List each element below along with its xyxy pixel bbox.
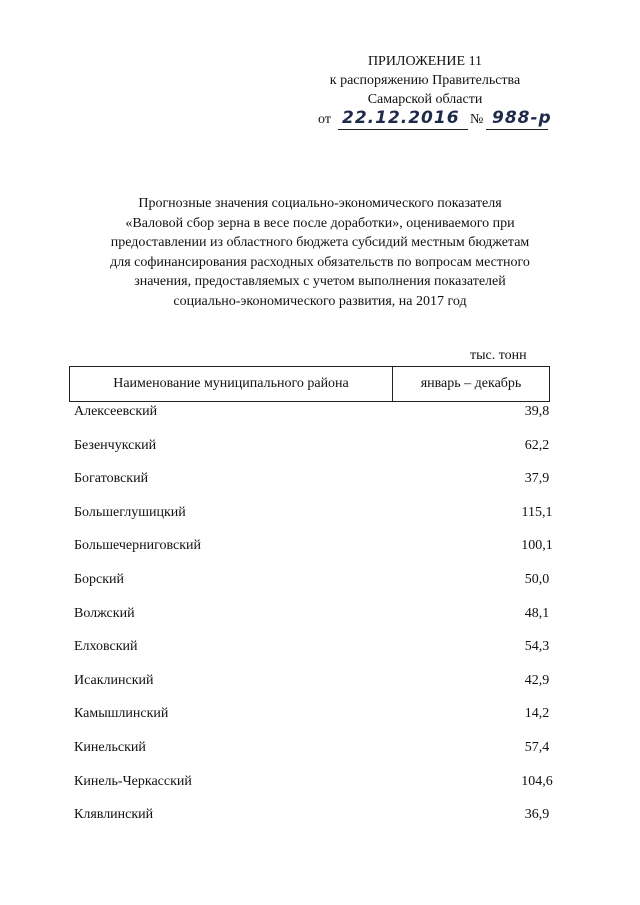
table-header [69, 366, 550, 402]
district-value: 115,1 [521, 504, 553, 520]
district-value: 36,9 [524, 807, 550, 823]
number-prefix: № [470, 112, 484, 127]
district-name: Кинельский [74, 739, 146, 755]
appendix-header [300, 52, 550, 109]
district-name: Елховский [74, 639, 138, 655]
district-value: 54,3 [524, 639, 550, 655]
title-line: для софинансирования расходных обязательств по вопросам местного [110, 254, 530, 270]
district-name: Клявлинский [74, 807, 154, 823]
district-value: 104,6 [521, 773, 553, 789]
district-value: 42,9 [524, 672, 550, 688]
column-header-district: Наименование муниципального района [70, 367, 393, 401]
district-name: Исаклинский [74, 672, 154, 688]
number-underline [486, 129, 548, 130]
title-line: социально-экономического развития, на 2017 год [173, 293, 467, 309]
table-row [74, 772, 553, 806]
district-value: 37,9 [524, 471, 550, 487]
district-value: 50,0 [524, 571, 550, 587]
district-value: 62,2 [524, 437, 550, 453]
district-name: Большеглушицкий [74, 504, 186, 520]
title-line: значения, предоставляемых с учетом выполнения показателей [134, 274, 506, 289]
table-body [74, 402, 553, 839]
district-name: Богатовский [74, 471, 149, 487]
document-title [80, 194, 560, 311]
decree-date-number [318, 108, 558, 136]
unit-label: тыс. тонн [470, 348, 527, 363]
column-header-period: январь – декабрь [420, 376, 522, 391]
table-row [74, 570, 550, 604]
date-prefix: от [318, 112, 331, 127]
appendix-title: ПРИЛОЖЕНИЕ 11 [367, 54, 483, 69]
title-line: Прогнозные значения социально-экономического показателя [138, 196, 502, 211]
district-value: 39,8 [524, 404, 550, 419]
district-name: Волжский [74, 605, 135, 621]
district-name: Безенчукский [74, 437, 157, 453]
district-value: 14,2 [524, 706, 550, 722]
district-value: 100,1 [521, 538, 553, 554]
district-value: 48,1 [524, 605, 550, 621]
table-row [74, 704, 550, 738]
table-row [74, 436, 550, 470]
district-name: Алексеевский [74, 404, 158, 419]
district-name: Большечерниговский [74, 538, 202, 554]
table-row [74, 536, 553, 570]
appendix-decree-line: к распоряжению Правительства [329, 73, 521, 88]
table-row [74, 402, 550, 436]
handwritten-date: 22.12.2016 [342, 108, 460, 128]
title-line: предоставлении из областного бюджета субсидий местным бюджетам [110, 235, 530, 250]
date-underline [338, 129, 468, 130]
table-row [74, 604, 550, 638]
district-name: Камышлинский [74, 706, 169, 722]
table-row [74, 738, 550, 772]
title-line: «Валовой сбор зерна в весе после доработки», оцениваемого при [125, 215, 515, 231]
district-name: Кинель-Черкасский [74, 773, 192, 789]
table-row [74, 503, 553, 537]
handwritten-number: 988-р [492, 108, 552, 128]
appendix-region-line: Самарской области [367, 92, 483, 107]
district-value: 57,4 [524, 739, 550, 755]
table-row [74, 805, 550, 839]
district-name: Борский [74, 571, 125, 587]
table-row [74, 671, 550, 705]
table-row [74, 469, 550, 503]
table-row [74, 637, 550, 671]
